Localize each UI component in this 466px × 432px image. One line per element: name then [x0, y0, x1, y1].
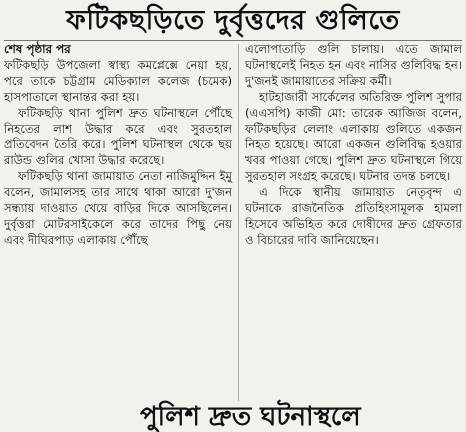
paragraph: এলোপাতাড়ি গুলি চালায়। এতে জামাল ঘটনাস্থলেই নিহত হন এবং নাসির গুলিবিদ্ধ হন। দু'জনই জামায়াতের সক্রিয় কর্মী।: [245, 42, 462, 88]
cropped-next-headline: [0, 402, 466, 432]
paragraph: ফটিকছড়ি থানা পুলিশ দ্রুত ঘটনাস্থলে পৌঁছে নিহতের লাশ উদ্ধার করে এবং সুরতহাল প্রতিবেদন তৈরি করে। পুলিশ ঘটনাস্থল থেকে ছয় রাউন্ড গুলির খোসা উদ্ধার করেছে।: [4, 105, 232, 168]
headline: ফটিকছড়িতে দুর্বৃত্তদের গুলিতে: [66, 5, 400, 36]
headline-rule: [4, 40, 462, 41]
paragraph: ফটিকছড়ি থানা জামায়াত নেতা নাজিমুদ্দিন ইমু বলেন, জামালসহ তার সাথে থাকা আরো দু'জন সন্ধ্যায় দাওয়াত খেয়ে বাড়ির দিকে আসছিলেন। দুর্বৃত্তরা মোটরসাইকেলে করে তাদের পিছু নেয় এবং দীঘিরপাড় এলাকায় পৌঁছে: [4, 169, 232, 247]
paragraph: হাটহাজারী সার্কেলের অতিরিক্ত পুলিশ সুপার (এএসপি) কাজী মো: তারেক আজিজ বলেন, ফটিকছড়ির লেলাং এলাকায় গুলিতে একজন নিহত হয়েছে। আরো একজন গুলিবিদ্ধ হওয়ার খবর পাওয়া গেছে। পুলিশ দ্রুত ঘটনাস্থলে গিয়ে সুরতহাল সংগ্রহ করেছে। ঘটনার তদন্ত চলছে।: [245, 89, 462, 184]
left-column: [4, 42, 232, 249]
column-divider: [238, 44, 239, 401]
paragraph: এ দিকে স্থানীয় জামায়াত নেতৃবৃন্দ এ ঘটনাকে রাজনৈতিক প্রতিহিংসামূলক হামলা হিসেবে অভিহিত করে দোষীদের দ্রুত গ্রেফতার ও বিচারের দাবি জানিয়েছেন।: [245, 185, 462, 247]
next-headline-fragment: পুলিশ দ্রুত ঘটনাস্থলে: [140, 402, 361, 432]
paragraph: ফটিকছড়ি উপজেলা স্বাস্থ্য কমপ্লেক্সে নেয়া হয়, পরে তাকে চট্টগ্রাম মেডিক্যাল কলেজ (চমেক) হাসপাতালে স্থানান্তর করা হয়।: [4, 57, 232, 104]
right-column: [245, 42, 462, 249]
continued-from-kicker: শেষ পৃষ্ঠার পর: [4, 42, 71, 56]
